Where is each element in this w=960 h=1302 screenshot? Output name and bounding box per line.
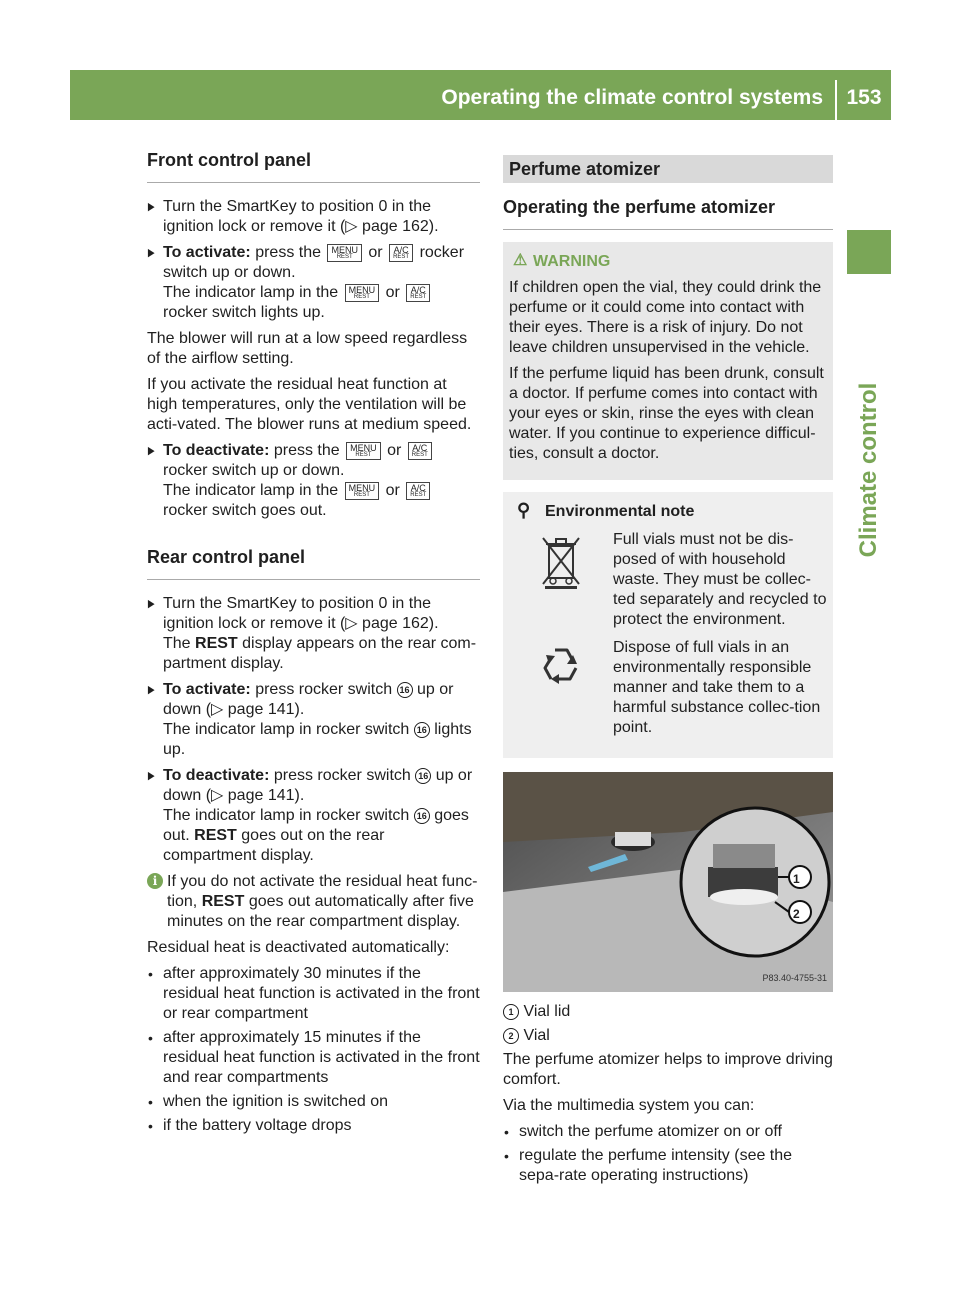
info-text: goes out automatically after five minutes on the rear compartment display. <box>167 893 474 930</box>
list-item: • when the ignition is switched on <box>148 1093 389 1110</box>
info-note <box>147 872 480 932</box>
callout-2: 2 <box>793 907 800 921</box>
environmental-note-box <box>503 492 833 758</box>
legend-item <box>503 1026 833 1046</box>
env-heading <box>509 502 827 522</box>
front-step-activate <box>147 243 480 323</box>
warning-text: If children open the vial, they could drink the perfume or it could come into contact with their eyes. There is a risk of injury. Do not leave children unsupervised in the vehicle. <box>509 279 822 356</box>
warning-box <box>503 242 833 480</box>
page-header <box>70 70 891 120</box>
bullet-icon: • <box>504 1124 509 1140</box>
switch-number-icon: 16 <box>397 682 413 698</box>
step-text: goes out. <box>163 807 469 844</box>
crossed-bin-icon <box>509 530 613 630</box>
rear-step-deactivate <box>147 766 480 866</box>
front-step-1: ▶ Turn the SmartKey to position 0 in the ignition lock or remove it (▷ page 162). <box>147 197 480 237</box>
step-text: rocker switch up or down. <box>163 462 345 479</box>
perfume-heading: Operating the perfume atomizer <box>503 195 833 230</box>
env-label: Environmental note <box>545 503 695 520</box>
recycle-icon <box>509 638 613 738</box>
step-text: The indicator lamp in the <box>163 284 339 301</box>
info-text: If you do not activate the residual heat func-tion, <box>167 873 478 910</box>
step-text: The <box>163 635 191 652</box>
bullet-icon: • <box>148 966 153 982</box>
switch-number-icon: 16 <box>414 808 430 824</box>
list-item: • after approximately 15 minutes if the residual heat function is activated in the front and rear compartments <box>148 1029 480 1086</box>
perfume-atomizer-photo <box>503 772 833 992</box>
chapter-label: Climate control <box>855 382 882 558</box>
number-2-icon: 2 <box>503 1028 519 1044</box>
step-text: The indicator lamp in rocker switch <box>163 721 410 738</box>
bullet-icon: • <box>148 1030 153 1046</box>
menu-key-icon: MENU REST <box>345 284 380 302</box>
step-text: press the <box>273 442 340 459</box>
step-text: goes out on the rear compartment display. <box>163 827 385 864</box>
env-row-recycle <box>509 638 827 738</box>
deactivation-intro: Residual heat is deactivated automatically: <box>147 939 450 956</box>
warning-label: WARNING <box>533 253 611 270</box>
legend-label: Vial lid <box>523 1003 571 1020</box>
env-row-disposal <box>509 530 827 630</box>
warning-icon: ⚠ <box>513 252 528 269</box>
front-panel-heading: Front control panel <box>147 148 480 183</box>
high-temp-note: If you activate the residual heat function at high temperatures, only the ventilation will be acti-vated. The blower runs at medium speed. <box>147 376 472 433</box>
blower-note: The blower will run at a low speed regardless of the airflow setting. <box>147 330 468 367</box>
number-1-icon: 1 <box>503 1004 519 1020</box>
step-label: To deactivate: <box>163 767 270 784</box>
menu-key-icon: MENU REST <box>327 244 362 262</box>
ac-key-icon: A/C REST <box>406 482 430 500</box>
switch-number-icon: 16 <box>415 768 431 784</box>
bullet-icon: • <box>148 1094 153 1110</box>
step-text: The indicator lamp in rocker switch <box>163 807 410 824</box>
list-item: • regulate the perfume intensity (see the sepa-rate operating instructions) <box>504 1147 793 1184</box>
bulb-icon: ⚲ <box>517 500 531 520</box>
photo-code: P83.40-4755-31 <box>762 973 827 983</box>
perfume-section-band: Perfume atomizer <box>503 155 833 183</box>
step-text: Turn the SmartKey to position 0 in the ignition lock or remove it (▷ page 162). <box>163 595 439 632</box>
left-column <box>147 148 480 1140</box>
step-text: rocker switch up or down. <box>163 244 465 281</box>
menu-key-icon: MENU REST <box>346 442 381 460</box>
step-text: rocker switch goes out. <box>163 502 327 519</box>
bullet-icon: • <box>148 1118 153 1134</box>
step-text: press rocker switch <box>255 681 393 698</box>
info-icon: i <box>147 873 163 889</box>
step-text: up or down (▷ page 141). <box>163 681 454 718</box>
section-title: Operating the climate control systems <box>441 86 823 109</box>
step-text: lights up. <box>163 721 472 758</box>
chapter-tab <box>847 230 891 274</box>
rear-step-activate <box>147 680 480 760</box>
env-text: Full vials must not be dis-posed of with household waste. They must be collec-ted separately and recycled to protect the environment. <box>613 531 827 628</box>
ac-key-icon: A/C REST <box>408 442 432 460</box>
legend-item <box>503 1002 833 1022</box>
right-column <box>503 155 833 1190</box>
step-text: The indicator lamp in the <box>163 482 339 499</box>
rear-panel-heading: Rear control panel <box>147 545 480 580</box>
step-text: press rocker switch <box>273 767 411 784</box>
atomizer-description: The perfume atomizer helps to improve driving comfort. <box>503 1051 833 1088</box>
rest-label: REST <box>195 635 238 652</box>
bullet-icon: • <box>504 1148 509 1164</box>
switch-number-icon: 16 <box>414 722 430 738</box>
rest-label: REST <box>201 893 245 910</box>
step-text: press the <box>255 244 321 261</box>
warning-heading <box>509 252 827 272</box>
env-text: Dispose of full vials in an environmentally responsible manner and take them to a harmful substance collec-tion point. <box>613 639 821 736</box>
rear-step-1 <box>147 594 480 674</box>
multimedia-intro: Via the multimedia system you can: <box>503 1097 755 1114</box>
or-text: or <box>385 482 400 499</box>
front-step-deactivate <box>147 441 480 521</box>
or-text: or <box>368 244 383 261</box>
warning-text: If the perfume liquid has been drunk, consult a doctor. If perfume comes into contact with your eyes or skin, rinse the eyes with clean water. If you continue to experience difficul-ties, consult a doctor. <box>509 365 824 462</box>
step-label: To activate: <box>163 681 251 698</box>
step-label: To deactivate: <box>163 442 270 459</box>
callout-1: 1 <box>793 872 800 886</box>
rest-label: REST <box>194 827 237 844</box>
list-item: • switch the perfume atomizer on or off <box>504 1123 782 1140</box>
list-item: • after approximately 30 minutes if the residual heat function is activated in the front or rear compartment <box>148 965 480 1022</box>
ac-key-icon: A/C REST <box>406 284 430 302</box>
or-text: or <box>387 442 402 459</box>
menu-key-icon: MENU REST <box>345 482 380 500</box>
step-label: To activate: <box>163 244 251 261</box>
page-number: 153 <box>846 86 882 109</box>
ac-key-icon: A/C REST <box>389 244 413 262</box>
legend-label: Vial <box>523 1027 550 1044</box>
photo-legend <box>503 1002 833 1046</box>
or-text: or <box>385 284 400 301</box>
list-item: • if the battery voltage drops <box>148 1117 352 1134</box>
step-text: rocker switch lights up. <box>163 304 325 321</box>
step-text: up or down (▷ page 141). <box>163 767 473 804</box>
step-text: display appears on the rear com-partment display. <box>163 635 477 672</box>
